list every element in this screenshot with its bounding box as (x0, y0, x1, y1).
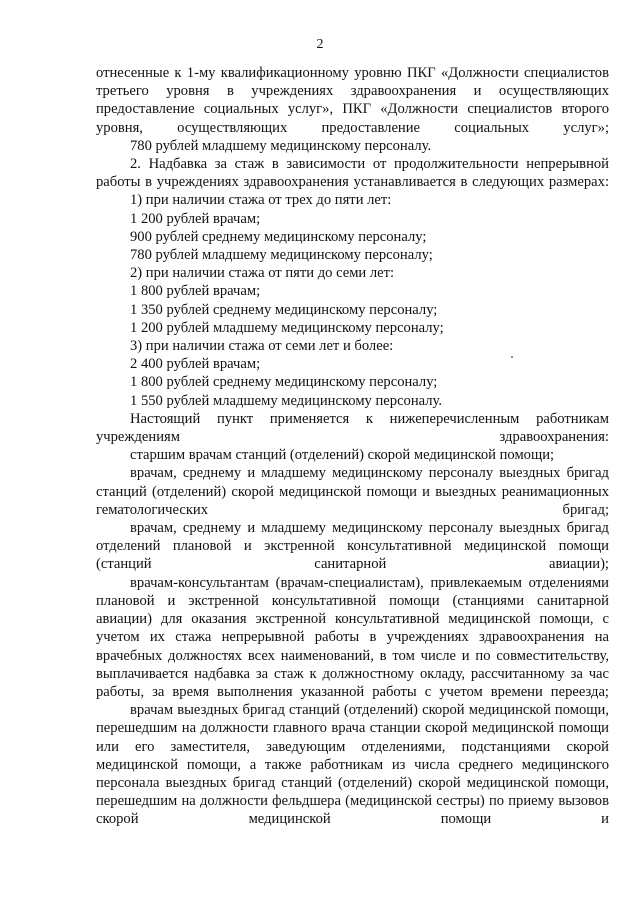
paragraph-sanitary-aviation: врачам, среднему и младшему медицинскому персоналу выездных бригад отделений плановой и экстренной консультативной медицинской помощи (станций санитарной авиации); (96, 520, 609, 573)
paragraph-seniority-bonus: 2. Надбавка за стаж в зависимости от продолжительности непрерывной работы в учреждениях здравоохранения устанавливается в следующих размерах: (96, 156, 609, 191)
list-line: 2 400 рублей врачам; (130, 356, 261, 373)
list-item-5-7-years: 2) при наличии стажа от пяти до семи лет: (130, 265, 395, 282)
paragraph-1: отнесенные к 1-му квалификационному уровню ПКГ «Должности специалистов третьего уровня в учреждениях здравоохранения и осуществляющих предоставление социальных услуг», ПКГ «Должности специалистов второго уровня, осуществляющих предоставление социальных услуг»; (96, 65, 609, 136)
paragraph-applies-to: Настоящий пункт применяется к нижеперечисленным работникам учреждениям здравоохранения: (96, 410, 609, 446)
list-line: 1 200 рублей врачам; (130, 210, 261, 227)
scan-speck (511, 356, 513, 358)
document-body (96, 64, 609, 829)
paragraph-consultants: врачам-консультантам (врачам-специалистам), привлекаемым отделениями плановой и экстренной консультативной помощи (станциями санитарной авиации) для оказания экстренной консультативной медицинской помощи, с учетом их стажа непрерывной работы в учреждениях здравоохранения на врачебных должностях всех наименований, в том числе и по совместительству, выплачивается надбавка за стаж к должностному окладу, рассчитанному за час работы, за время выполнения указанной работы с учетом времени переезда; (96, 574, 609, 700)
list-line: 1 200 рублей младшему медицинскому персоналу; (130, 319, 444, 336)
line-780-junior: 780 рублей младшему медицинскому персоналу. (130, 137, 432, 154)
paragraph-senior-doctors: старшим врачам станций (отделений) скорой медицинской помощи; (130, 447, 555, 464)
list-line: 1 350 рублей среднему медицинскому персоналу; (130, 301, 438, 318)
list-line: 1 800 рублей врачам; (130, 283, 261, 300)
list-line: 900 рублей среднему медицинскому персоналу; (130, 228, 427, 245)
paragraph-transferred-doctors: врачам выездных бригад станций (отделений) скорой медицинской помощи, перешедшим на должности главного врача станции скорой медицинской помощи или его заместителя, заведующим отделениями, подстанциями скорой медицинской помощи, а также работникам из числа среднего медицинского персонала выездных бригад станций (отделений) скорой медицинской помощи, перешедшим на должности фельдшера (медицинской сестры) по приему вызовов скорой медицинской помощи и (96, 702, 609, 828)
list-line: 780 рублей младшему медицинскому персоналу; (130, 247, 433, 264)
list-item-7-plus-years: 3) при наличии стажа от семи лет и более: (130, 338, 394, 355)
list-item-3-5-years: 1) при наличии стажа от трех до пяти лет: (130, 192, 392, 209)
list-line: 1 800 рублей среднему медицинскому персоналу; (130, 374, 438, 391)
page-number: 2 (316, 37, 324, 52)
paragraph-brigades: врачам, среднему и младшему медицинскому персоналу выездных бригад станций (отделений) скорой медицинской помощи и выездных реанимационных гематологических бригад; (96, 465, 609, 518)
list-line: 1 550 рублей младшему медицинскому персоналу. (130, 392, 443, 409)
